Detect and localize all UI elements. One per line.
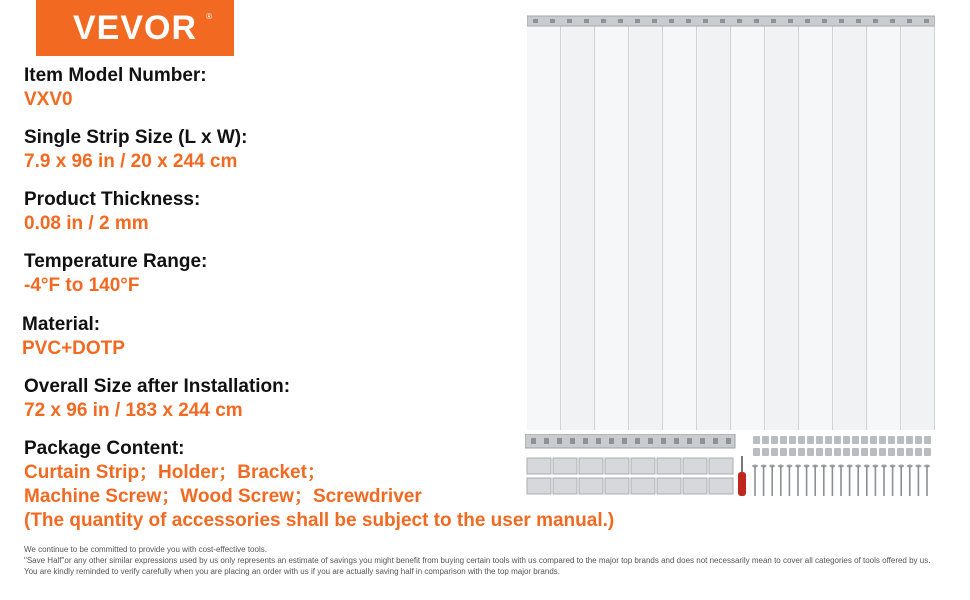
machine-screw (870, 436, 877, 444)
rail-hole (822, 19, 827, 23)
machine-screw (915, 448, 922, 456)
machine-screw (852, 448, 859, 456)
machine-screw (915, 436, 922, 444)
strip-holder (527, 458, 551, 474)
machine-screw (825, 436, 832, 444)
rail-hole (713, 438, 718, 444)
rail-hole (907, 19, 912, 23)
rail-hole (567, 19, 572, 23)
machine-screw (753, 448, 760, 456)
machine-screw (843, 448, 850, 456)
spec-value: PVC+DOTP (22, 338, 125, 359)
curtain-strip (732, 26, 764, 430)
curtain-strip (596, 26, 628, 430)
curtain-strip (902, 26, 934, 430)
machine-screw (924, 436, 931, 444)
spec-value: 72 x 96 in / 183 x 244 cm (24, 400, 243, 421)
spec-label: Material: (22, 314, 101, 335)
machine-screw (897, 436, 904, 444)
rail-hole (737, 19, 742, 23)
machine-screw (798, 448, 805, 456)
rail-hole (661, 438, 666, 444)
strip-holder (553, 458, 577, 474)
strip-holder (657, 458, 681, 474)
machine-screw (879, 436, 886, 444)
rail-hole (805, 19, 810, 23)
curtain-strip (562, 26, 594, 430)
spec-label: Single Strip Size (L x W): (24, 127, 248, 148)
machine-screw (816, 448, 823, 456)
machine-screw (762, 436, 769, 444)
rail-hole (687, 438, 692, 444)
strip-holder (553, 478, 577, 494)
registered-mark: ® (206, 12, 212, 21)
strip-holder (579, 478, 603, 494)
strip-holder (709, 458, 733, 474)
strip-holder (683, 458, 707, 474)
machine-screw (888, 436, 895, 444)
machine-screw (924, 448, 931, 456)
rail-hole (873, 19, 878, 23)
strip-curtain-image (527, 14, 935, 430)
rail-hole (635, 19, 640, 23)
rail-hole (635, 438, 640, 444)
spec-temperature (24, 250, 207, 298)
strip-holder (631, 478, 655, 494)
strip-holder (709, 478, 733, 494)
package-line: Machine Screw；Wood Screw；Screwdriver (24, 486, 422, 507)
machine-screw (825, 448, 832, 456)
strip-holder (579, 458, 603, 474)
rail-hole (720, 19, 725, 23)
machine-screw (834, 436, 841, 444)
machine-screw (798, 436, 805, 444)
machine-screw (843, 436, 850, 444)
machine-screw (789, 448, 796, 456)
rail-hole (669, 19, 674, 23)
rail-hole (754, 19, 759, 23)
spec-thickness (24, 188, 200, 236)
machine-screw (789, 436, 796, 444)
rail-hole (648, 438, 653, 444)
rail-hole (652, 19, 657, 23)
machine-screw (780, 436, 787, 444)
strip-holder (683, 478, 707, 494)
rail-hole (609, 438, 614, 444)
machine-screw (753, 436, 760, 444)
rail-hole (674, 438, 679, 444)
rail-hole (531, 438, 536, 444)
machine-screw (771, 448, 778, 456)
machine-screw (861, 436, 868, 444)
rail-hole (686, 19, 691, 23)
accessories-image (525, 434, 937, 498)
machine-screw (807, 436, 814, 444)
curtain-strip (800, 26, 832, 430)
rail-hole (557, 438, 562, 444)
strip-holder (605, 478, 629, 494)
logo-text: VEVOR (72, 8, 198, 47)
machine-screw (906, 448, 913, 456)
machine-screw (771, 436, 778, 444)
rail-hole (544, 438, 549, 444)
machine-screw (834, 448, 841, 456)
spec-label: Overall Size after Installation: (24, 376, 291, 397)
rail-hole (533, 19, 538, 23)
rail-hole (596, 438, 601, 444)
rail-hole (839, 19, 844, 23)
curtain-strip (528, 26, 560, 430)
spec-value: 0.08 in / 2 mm (24, 213, 149, 234)
spec-model-number (24, 64, 207, 112)
spec-label: Temperature Range: (24, 251, 208, 272)
vevor-logo (36, 0, 234, 56)
strip-holder (527, 478, 551, 494)
machine-screw (762, 448, 769, 456)
rail-hole (618, 19, 623, 23)
spec-value: 7.9 x 96 in / 20 x 244 cm (24, 151, 238, 172)
disclaimer-line: "Save Half"or any other similar expressions used by us only represents an estimate of savings you might benefit from buying certain tools with us compared to the major top brands and does not necessarily mean to cover all categories of tools offered by us. (24, 556, 931, 565)
screwdriver-icon (738, 456, 746, 496)
rail-hole (771, 19, 776, 23)
curtain-strip (664, 26, 696, 430)
machine-screw (897, 448, 904, 456)
strip-holder (657, 478, 681, 494)
strip-holder (631, 458, 655, 474)
curtain-strip (868, 26, 900, 430)
rail-hole (788, 19, 793, 23)
spec-label: Item Model Number: (24, 65, 207, 86)
disclaimer (24, 544, 959, 577)
package-line: Curtain Strip；Holder；Bracket； (24, 462, 326, 483)
rail-hole (584, 19, 589, 23)
rail-hole (726, 438, 731, 444)
machine-screw (852, 436, 859, 444)
rail-hole (700, 438, 705, 444)
package-label: Package Content: (24, 438, 185, 459)
machine-screw (807, 448, 814, 456)
package-line: (The quantity of accessories shall be subject to the user manual.) (24, 510, 615, 531)
spec-label: Product Thickness: (24, 189, 201, 210)
rail-hole (583, 438, 588, 444)
rail-hole (622, 438, 627, 444)
machine-screw (888, 448, 895, 456)
curtain-strip (834, 26, 866, 430)
machine-screw (879, 448, 886, 456)
machine-screw (780, 448, 787, 456)
rail-hole (570, 438, 575, 444)
spec-strip-size (24, 126, 247, 174)
machine-screw (870, 448, 877, 456)
rail-hole (856, 19, 861, 23)
machine-screw (816, 436, 823, 444)
curtain-strip (698, 26, 730, 430)
disclaimer-line: You are kindly reminded to verify carefully when you are placing an order with us if you are actually saving half in comparison with the top major brands. (24, 567, 560, 576)
machine-screw (906, 436, 913, 444)
spec-value: VXV0 (24, 89, 73, 110)
rail-hole (924, 19, 929, 23)
rail-hole (601, 19, 606, 23)
curtain-strip (766, 26, 798, 430)
curtain-strip (630, 26, 662, 430)
rail-hole (890, 19, 895, 23)
spec-material (22, 313, 125, 361)
rail-hole (550, 19, 555, 23)
machine-screw (861, 448, 868, 456)
rail-hole (703, 19, 708, 23)
spec-overall-size (24, 375, 290, 423)
spec-value: -4°F to 140°F (24, 275, 140, 296)
strip-holder (605, 458, 629, 474)
disclaimer-line: We continue to be committed to provide you with cost-effective tools. (24, 545, 267, 554)
